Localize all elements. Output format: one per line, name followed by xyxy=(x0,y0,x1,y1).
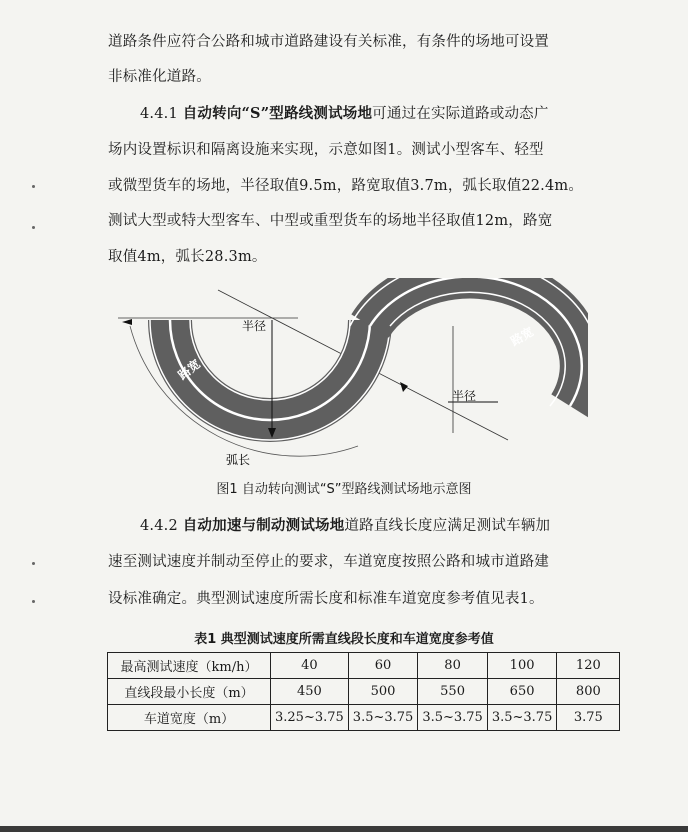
table-row xyxy=(108,653,620,679)
paragraph-line: 速至测试速度并制动至停止的要求，车道宽度按照公路和城市道路建 xyxy=(108,554,549,570)
section-4-4-2-line xyxy=(140,516,550,536)
scan-mark xyxy=(32,562,35,565)
section-number: 4.4.1 xyxy=(140,106,183,122)
arrowhead xyxy=(400,382,408,392)
paragraph-line: 道路条件应符合公路和城市道路建设有关标准，有条件的场地可设置 xyxy=(108,34,549,50)
section-title: 自动加速与制动测试场地 xyxy=(182,517,345,534)
arrowhead xyxy=(122,319,132,325)
section-number: 4.4.2 xyxy=(140,518,183,534)
arc-length-label: 弧长 xyxy=(226,453,251,467)
table-cell: 550 xyxy=(418,679,488,705)
paragraph-text: 道路直线长度应满足测试车辆加 xyxy=(344,518,551,534)
table-cell: 3.75 xyxy=(557,705,620,731)
table-cell: 100 xyxy=(487,653,557,679)
table-cell: 40 xyxy=(271,653,349,679)
table-cell: 3.5~3.75 xyxy=(418,705,488,731)
table-cell: 650 xyxy=(487,679,557,705)
row-header: 车道宽度（m） xyxy=(108,705,271,731)
table-cell: 450 xyxy=(271,679,349,705)
road-width-label: 路宽 xyxy=(175,356,204,383)
table-cell: 120 xyxy=(557,653,620,679)
table-cell: 60 xyxy=(348,653,418,679)
table-row xyxy=(108,679,620,705)
scan-mark xyxy=(32,226,35,229)
road-width-label: 路宽 xyxy=(508,324,537,349)
table-cell: 500 xyxy=(348,679,418,705)
table-cell: 80 xyxy=(418,653,488,679)
paragraph-line: 设标准确定。典型测试速度所需长度和标准车道宽度参考值见表1。 xyxy=(108,591,544,607)
table-row xyxy=(108,705,620,731)
paragraph-line: 或微型货车的场地，半径取值9.5m，路宽取值3.7m，弧长取值22.4m。 xyxy=(108,178,584,194)
scan-mark xyxy=(32,600,35,603)
table-cell: 3.5~3.75 xyxy=(348,705,418,731)
row-header: 最高测试速度（km/h） xyxy=(108,653,271,679)
table-cell: 3.5~3.75 xyxy=(487,705,557,731)
section-title: 自动转向“S”型路线测试场地 xyxy=(182,105,373,122)
paragraph-line: 取值4m，弧长28.3m。 xyxy=(108,249,267,265)
row-header: 直线段最小长度（m） xyxy=(108,679,271,705)
paragraph-text: 可通过在实际道路或动态广 xyxy=(372,106,549,122)
table-caption: 表1 典型测试速度所需直线段长度和车道宽度参考值 xyxy=(194,632,494,647)
paragraph-line: 场内设置标识和隔离设施来实现，示意如图1。测试小型客车、轻型 xyxy=(108,142,544,158)
reference-table xyxy=(107,652,620,731)
table-cell: 800 xyxy=(557,679,620,705)
radius-label: 半径 xyxy=(242,319,267,333)
section-4-4-1-line xyxy=(140,104,549,124)
scan-edge xyxy=(0,826,688,832)
figure-caption: 图1 自动转向测试“S”型路线测试场地示意图 xyxy=(216,482,472,497)
scan-mark xyxy=(32,185,35,188)
radius-label: 半径 xyxy=(452,389,477,403)
paragraph-line: 非标准化道路。 xyxy=(108,69,211,85)
s-route-diagram xyxy=(108,278,588,470)
paragraph-line: 测试大型或特大型客车、中型或重型货车的场地半径取值12m，路宽 xyxy=(108,213,553,229)
table-cell: 3.25~3.75 xyxy=(271,705,349,731)
